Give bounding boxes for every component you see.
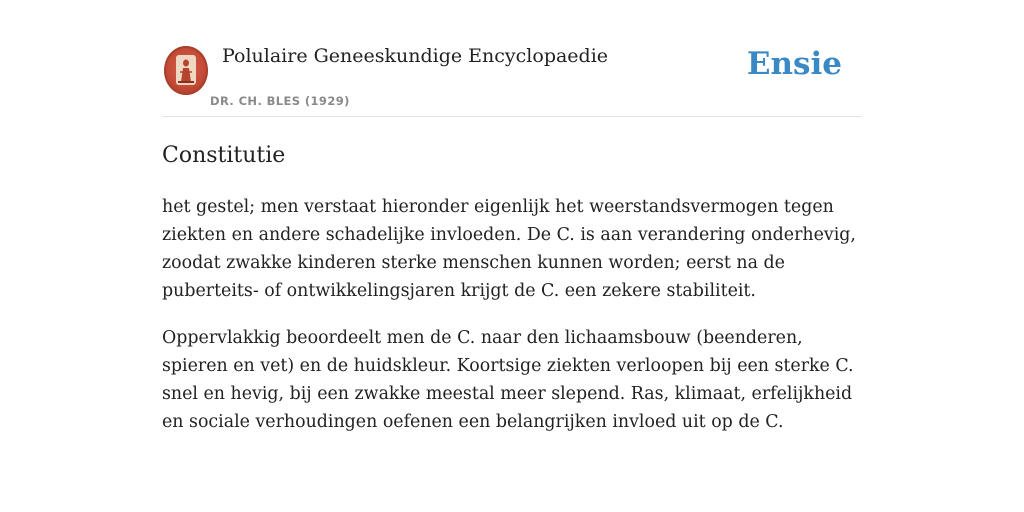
book-cover-emblem-icon [164, 46, 208, 95]
book-title[interactable]: Polulaire Geneeskundige Encyclopaedie [222, 45, 609, 67]
entry-paragraph: het gestel; men verstaat hieronder eigenlijk het weerstandsvermogen tegen ziekten en andere schadelijke invloeden. De C. is aan verandering onderhevig, zoodat zwakke kinderen sterke menschen kunnen worden; eerst na de puberteits- of ontwikkelingsjaren krijgt de C. een zekere stabiliteit. [162, 197, 856, 301]
book-cover-icon[interactable] [164, 46, 208, 95]
brand-logo[interactable]: Ensie [746, 46, 842, 82]
header [162, 0, 862, 117]
article-container [162, 0, 862, 436]
book-author: DR. CH. BLES (1929) [210, 94, 350, 108]
entry-title: Constitutie [162, 143, 286, 168]
entry-paragraph: Oppervlakkig beoordeelt men de C. naar den lichaamsbouw (beenderen, spieren en vet) en de huidskleur. Koortsige ziekten verloopen bij een sterke C. snel en hevig, bij een zwakke meestal meer slepend. Ras, klimaat, erfelijkheid en sociale verhoudingen oefenen een belangrijken invloed uit op de C. [162, 328, 854, 432]
